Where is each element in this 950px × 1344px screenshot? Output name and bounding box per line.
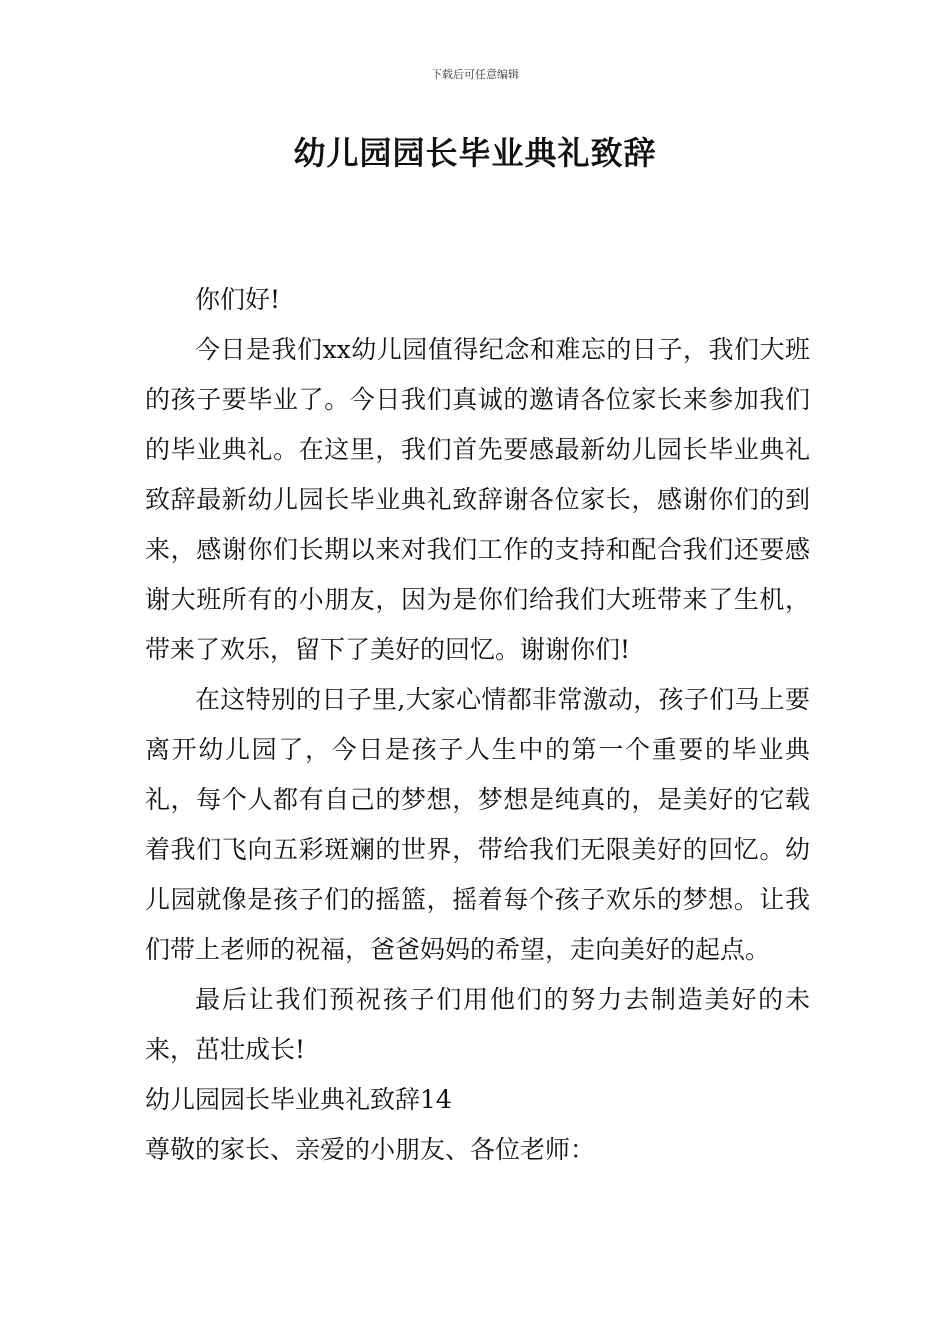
document-body [145, 275, 810, 1175]
paragraph-intro: 今日是我们xx幼儿园值得纪念和难忘的日子，我们大班的孩子要毕业了。今日我们真诚的邀请各位家长来参加我们的毕业典礼。在这里，我们首先要感最新幼儿园长毕业典礼致辞最新幼儿园长毕业典礼致辞谢各位家长，感谢你们的到来，感谢你们长期以来对我们工作的支持和配合我们还要感谢大班所有的小朋友，因为是你们给我们大班带来了生机，带来了欢乐，留下了美好的回忆。谢谢你们! [145, 335, 810, 664]
paragraph-closing: 最后让我们预祝孩子们用他们的努力去制造美好的未来，茁壮成长! [145, 985, 810, 1064]
paragraph-special-day: 在这特别的日子里,大家心情都非常激动，孩子们马上要离开幼儿园了，今日是孩子人生中的第一个重要的毕业典礼，每个人都有自己的梦想，梦想是纯真的，是美好的它载着我们飞向五彩斑斓的世界，带给我们无限美好的回忆。幼儿园就像是孩子们的摇篮，摇着每个孩子欢乐的梦想。让我们带上老师的祝福，爸爸妈妈的希望，走向美好的起点。 [145, 685, 810, 964]
document-title: 幼儿园园长毕业典礼致辞 [293, 134, 657, 172]
paragraph-salutation: 尊敬的家长、亲爱的小朋友、各位老师： [145, 1135, 596, 1164]
section-heading: 幼儿园园长毕业典礼致辞14 [145, 1085, 452, 1114]
paragraph-greeting: 你们好! [195, 285, 281, 314]
header-note: 下载后可任意编辑 [431, 68, 519, 81]
